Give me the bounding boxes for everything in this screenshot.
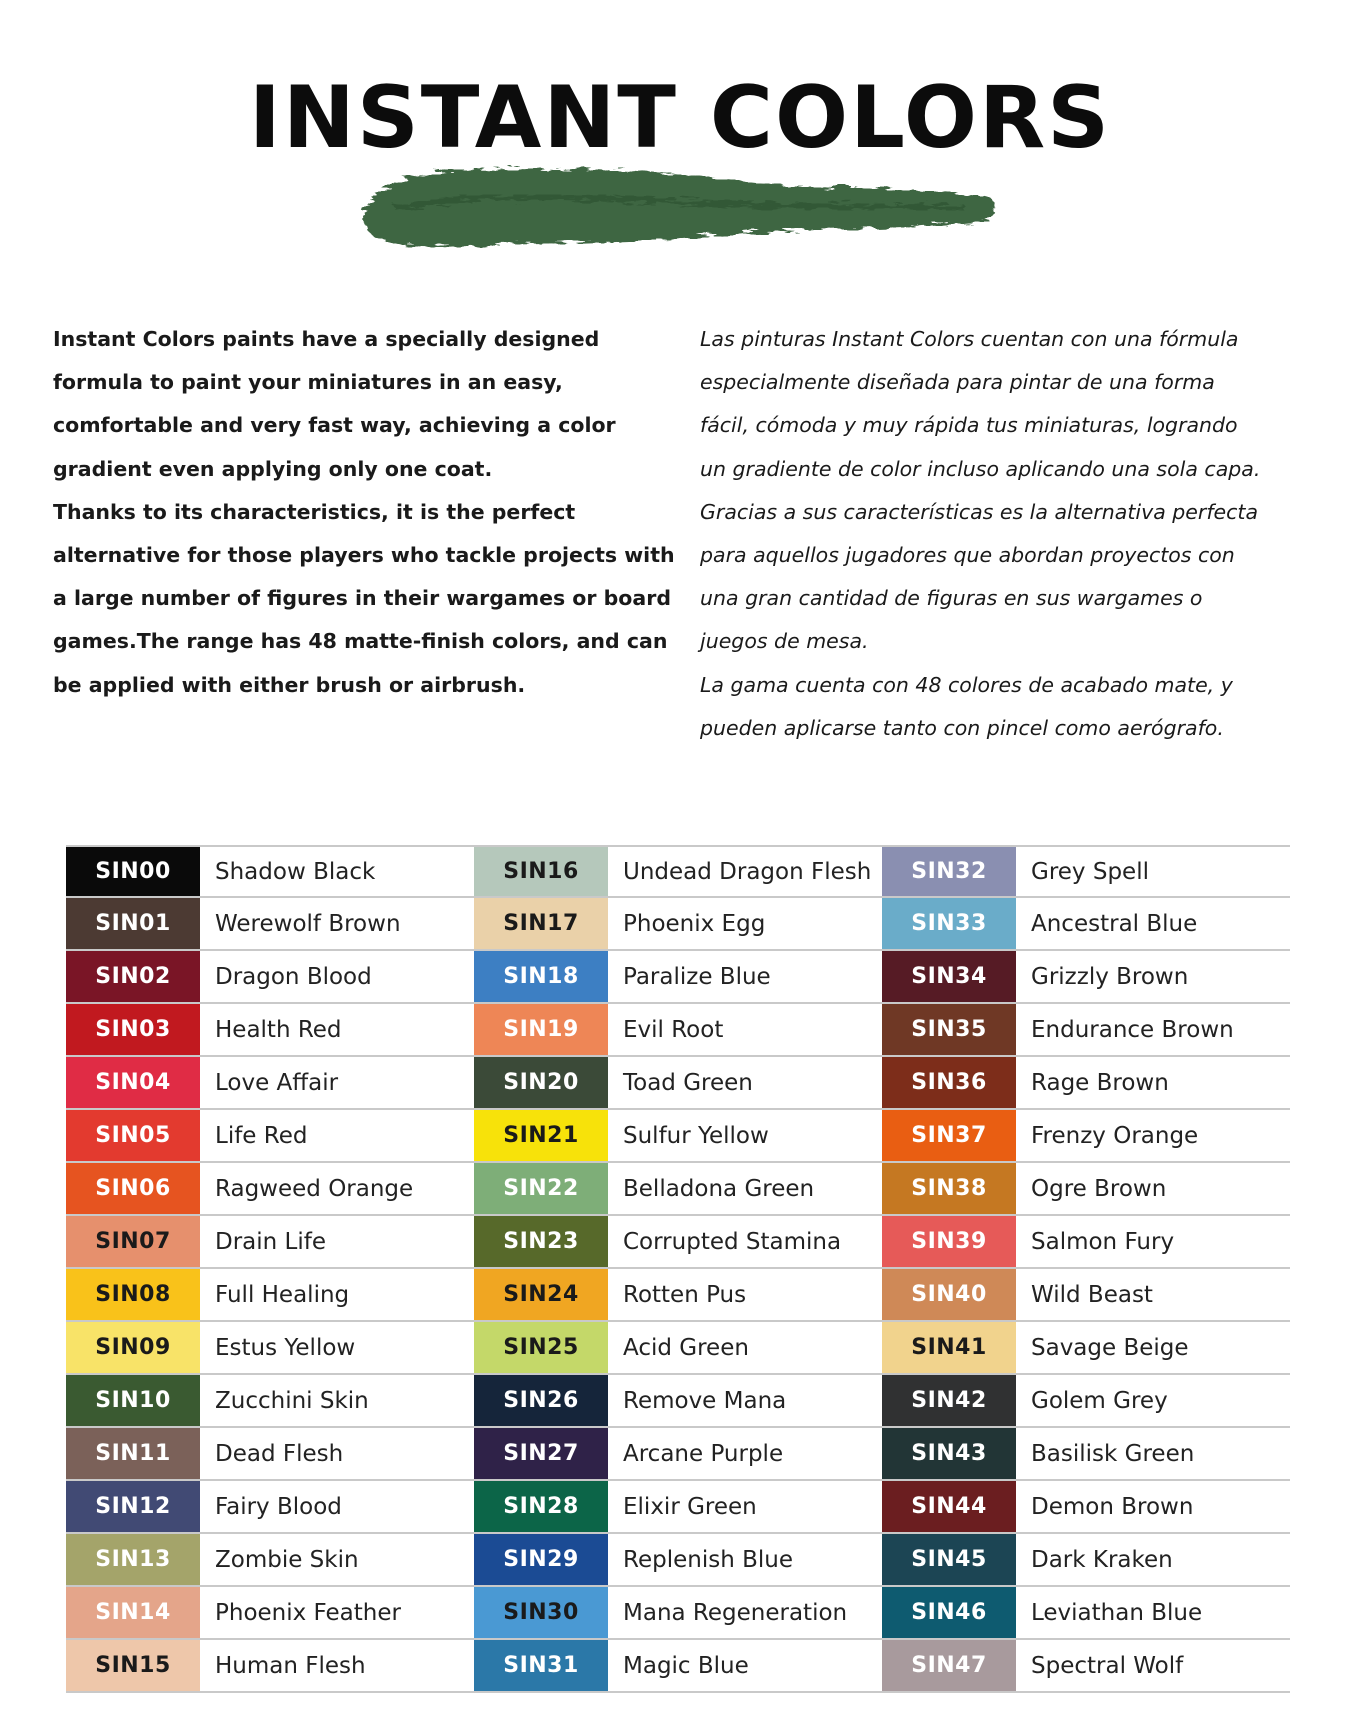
paint-name: Rage Brown [1031, 1069, 1169, 1096]
paint-row [882, 1269, 1290, 1322]
paint-code-swatch: SIN12 [66, 1481, 200, 1532]
paint-row [882, 898, 1290, 951]
paint-name: Savage Beige [1031, 1334, 1189, 1361]
paint-row [66, 1004, 474, 1057]
paint-name: Undead Dragon Flesh [623, 858, 872, 885]
paint-name: Corrupted Stamina [623, 1228, 842, 1255]
paint-row [474, 1375, 882, 1428]
paint-code-swatch: SIN31 [474, 1640, 608, 1691]
paint-row [66, 1057, 474, 1110]
paint-code-swatch: SIN09 [66, 1322, 200, 1373]
paint-row [882, 1004, 1290, 1057]
paint-name: Ragweed Orange [215, 1175, 414, 1202]
spanish-line: especialmente diseñada para pintar de una forma [700, 370, 1215, 395]
paint-code-swatch: SIN20 [474, 1057, 608, 1108]
paint-row [882, 1375, 1290, 1428]
paint-code-swatch: SIN29 [474, 1534, 608, 1585]
paint-name: Wild Beast [1031, 1281, 1153, 1308]
paint-row [474, 1057, 882, 1110]
paint-row [474, 1163, 882, 1216]
page-title: INSTANT COLORS [248, 67, 1112, 168]
paint-row [474, 1534, 882, 1587]
paint-code-swatch: SIN30 [474, 1587, 608, 1638]
paint-row [474, 1004, 882, 1057]
english-line: a large number of figures in their wargames or board [53, 586, 672, 611]
paint-row [66, 1640, 474, 1693]
paint-code-swatch: SIN39 [882, 1216, 1016, 1267]
paint-code-swatch: SIN34 [882, 951, 1016, 1002]
paint-name: Full Healing [215, 1281, 350, 1308]
paint-row [66, 1428, 474, 1481]
paint-name: Mana Regeneration [623, 1599, 848, 1626]
paint-row [474, 1587, 882, 1640]
paint-code-swatch: SIN42 [882, 1375, 1016, 1426]
paint-row [882, 1534, 1290, 1587]
paint-name: Shadow Black [215, 858, 376, 885]
paint-row [66, 1163, 474, 1216]
paint-name: Endurance Brown [1031, 1016, 1234, 1043]
paint-code-swatch: SIN47 [882, 1640, 1016, 1691]
paint-code-swatch: SIN19 [474, 1004, 608, 1055]
paint-name: Grizzly Brown [1031, 963, 1189, 990]
paint-code-swatch: SIN38 [882, 1163, 1016, 1214]
paint-code-swatch: SIN08 [66, 1269, 200, 1320]
paint-code-swatch: SIN11 [66, 1428, 200, 1479]
paint-code-swatch: SIN35 [882, 1004, 1016, 1055]
paint-code-swatch: SIN10 [66, 1375, 200, 1426]
paint-name: Phoenix Egg [623, 910, 766, 937]
paint-name: Fairy Blood [215, 1493, 342, 1520]
paint-code-swatch: SIN43 [882, 1428, 1016, 1479]
spanish-line: Gracias a sus características es la alternativa perfecta [700, 499, 1259, 524]
paint-row [66, 1269, 474, 1322]
paint-name: Replenish Blue [623, 1546, 793, 1573]
paint-name: Rotten Pus [623, 1281, 747, 1308]
paint-row [882, 1216, 1290, 1269]
paint-name: Toad Green [623, 1069, 753, 1096]
paint-name: Sulfur Yellow [623, 1122, 769, 1149]
description-spanish [700, 318, 1340, 750]
paint-name: Zombie Skin [215, 1546, 359, 1573]
paint-name: Paralize Blue [623, 963, 771, 990]
paint-name: Zucchini Skin [215, 1387, 369, 1414]
paint-code-swatch: SIN45 [882, 1534, 1016, 1585]
paint-row [66, 1110, 474, 1163]
paint-name: Frenzy Orange [1031, 1122, 1199, 1149]
english-line: games.The range has 48 matte-finish colors, and can [53, 629, 668, 654]
paint-code-swatch: SIN40 [882, 1269, 1016, 1320]
spanish-line: una gran cantidad de figuras en sus wargames o [700, 586, 1203, 611]
paint-row [882, 951, 1290, 1004]
paint-name: Evil Root [623, 1016, 724, 1043]
paint-row [474, 1428, 882, 1481]
paint-name: Drain Life [215, 1228, 326, 1255]
paint-row [882, 1587, 1290, 1640]
paint-code-swatch: SIN23 [474, 1216, 608, 1267]
paint-code-swatch: SIN36 [882, 1057, 1016, 1108]
paint-code-swatch: SIN37 [882, 1110, 1016, 1161]
paint-code-swatch: SIN25 [474, 1322, 608, 1373]
paint-row [66, 898, 474, 951]
paint-row [882, 1163, 1290, 1216]
paint-name: Dead Flesh [215, 1440, 344, 1467]
paint-name: Demon Brown [1031, 1493, 1194, 1520]
paint-code-swatch: SIN22 [474, 1163, 608, 1214]
paint-row [66, 1534, 474, 1587]
paint-row [474, 898, 882, 951]
paint-name: Estus Yellow [215, 1334, 356, 1361]
english-line: Thanks to its characteristics, it is the perfect [53, 499, 576, 524]
paint-row [474, 1216, 882, 1269]
paint-name: Dark Kraken [1031, 1546, 1173, 1573]
paint-row [474, 1110, 882, 1163]
paint-row [882, 1110, 1290, 1163]
paint-row [474, 845, 882, 898]
english-line: alternative for those players who tackle projects with [53, 543, 675, 568]
paint-code-swatch: SIN02 [66, 951, 200, 1002]
paint-row [66, 845, 474, 898]
paint-name: Salmon Fury [1031, 1228, 1175, 1255]
paint-code-swatch: SIN28 [474, 1481, 608, 1532]
paint-name: Leviathan Blue [1031, 1599, 1203, 1626]
paint-name: Grey Spell [1031, 858, 1149, 885]
paint-code-swatch: SIN24 [474, 1269, 608, 1320]
paint-code-swatch: SIN15 [66, 1640, 200, 1691]
paint-row [66, 951, 474, 1004]
paint-row [474, 1640, 882, 1693]
english-line: comfortable and very fast way, achieving a color [53, 413, 616, 438]
paint-name: Belladona Green [623, 1175, 815, 1202]
paint-name: Werewolf Brown [215, 910, 401, 937]
paint-column [882, 845, 1290, 1693]
paint-code-swatch: SIN03 [66, 1004, 200, 1055]
paint-code-swatch: SIN32 [882, 847, 1016, 896]
paint-row [882, 1640, 1290, 1693]
paint-name: Remove Mana [623, 1387, 787, 1414]
paint-row [882, 1057, 1290, 1110]
english-line: formula to paint your miniatures in an easy, [53, 370, 563, 395]
paint-code-swatch: SIN06 [66, 1163, 200, 1214]
paint-name: Basilisk Green [1031, 1440, 1195, 1467]
paint-row [882, 1481, 1290, 1534]
english-line: be applied with either brush or airbrush. [53, 672, 526, 697]
paint-row [474, 1481, 882, 1534]
paint-code-swatch: SIN17 [474, 898, 608, 949]
spanish-line: La gama cuenta con 48 colores de acabado mate, y [700, 672, 1233, 697]
paint-row [66, 1481, 474, 1534]
paint-code-swatch: SIN44 [882, 1481, 1016, 1532]
paint-column [66, 845, 474, 1693]
description-english [53, 318, 678, 707]
paint-code-swatch: SIN21 [474, 1110, 608, 1161]
paint-name: Ogre Brown [1031, 1175, 1167, 1202]
paint-name: Dragon Blood [215, 963, 372, 990]
spanish-line: para aquellos jugadores que abordan proyectos con [700, 543, 1235, 568]
paint-row [882, 1428, 1290, 1481]
paint-name: Love Affair [215, 1069, 339, 1096]
paint-row [882, 845, 1290, 898]
paint-name: Arcane Purple [623, 1440, 784, 1467]
paint-code-swatch: SIN26 [474, 1375, 608, 1426]
paint-column [474, 845, 882, 1693]
paint-row [66, 1322, 474, 1375]
paint-code-swatch: SIN01 [66, 898, 200, 949]
paint-name: Elixir Green [623, 1493, 757, 1520]
paint-name: Golem Grey [1031, 1387, 1168, 1414]
paint-code-swatch: SIN16 [474, 847, 608, 896]
paint-row [66, 1216, 474, 1269]
paint-row [474, 951, 882, 1004]
paint-name: Life Red [215, 1122, 308, 1149]
paint-code-swatch: SIN04 [66, 1057, 200, 1108]
paint-name: Acid Green [623, 1334, 749, 1361]
spanish-line: fácil, cómoda y muy rápida tus miniaturas, logrando [700, 413, 1238, 438]
paint-code-swatch: SIN27 [474, 1428, 608, 1479]
green-brush-stroke [355, 148, 1010, 263]
paint-name: Health Red [215, 1016, 342, 1043]
paint-code-swatch: SIN41 [882, 1322, 1016, 1373]
spanish-line: un gradiente de color incluso aplicando una sola capa. [700, 456, 1261, 481]
paint-name: Phoenix Feather [215, 1599, 401, 1626]
paint-code-swatch: SIN07 [66, 1216, 200, 1267]
spanish-line: Las pinturas Instant Colors cuentan con una fórmula [700, 327, 1239, 351]
paint-row [66, 1375, 474, 1428]
paint-row [474, 1269, 882, 1322]
english-line: Instant Colors paints have a specially designed [53, 327, 600, 351]
paint-name: Magic Blue [623, 1652, 749, 1679]
paint-code-swatch: SIN05 [66, 1110, 200, 1161]
paint-color-table [66, 845, 1290, 1693]
paint-code-swatch: SIN14 [66, 1587, 200, 1638]
paint-row [882, 1322, 1290, 1375]
paint-name: Spectral Wolf [1031, 1652, 1184, 1679]
paint-row [66, 1587, 474, 1640]
spanish-line: pueden aplicarse tanto con pincel como aerógrafo. [700, 715, 1224, 740]
paint-row [474, 1322, 882, 1375]
paint-code-swatch: SIN46 [882, 1587, 1016, 1638]
spanish-line: juegos de mesa. [700, 629, 869, 654]
paint-code-swatch: SIN13 [66, 1534, 200, 1585]
paint-code-swatch: SIN18 [474, 951, 608, 1002]
english-line: gradient even applying only one coat. [53, 456, 493, 481]
paint-code-swatch: SIN00 [66, 847, 200, 896]
paint-name: Ancestral Blue [1031, 910, 1198, 937]
paint-name: Human Flesh [215, 1652, 366, 1679]
paint-code-swatch: SIN33 [882, 898, 1016, 949]
